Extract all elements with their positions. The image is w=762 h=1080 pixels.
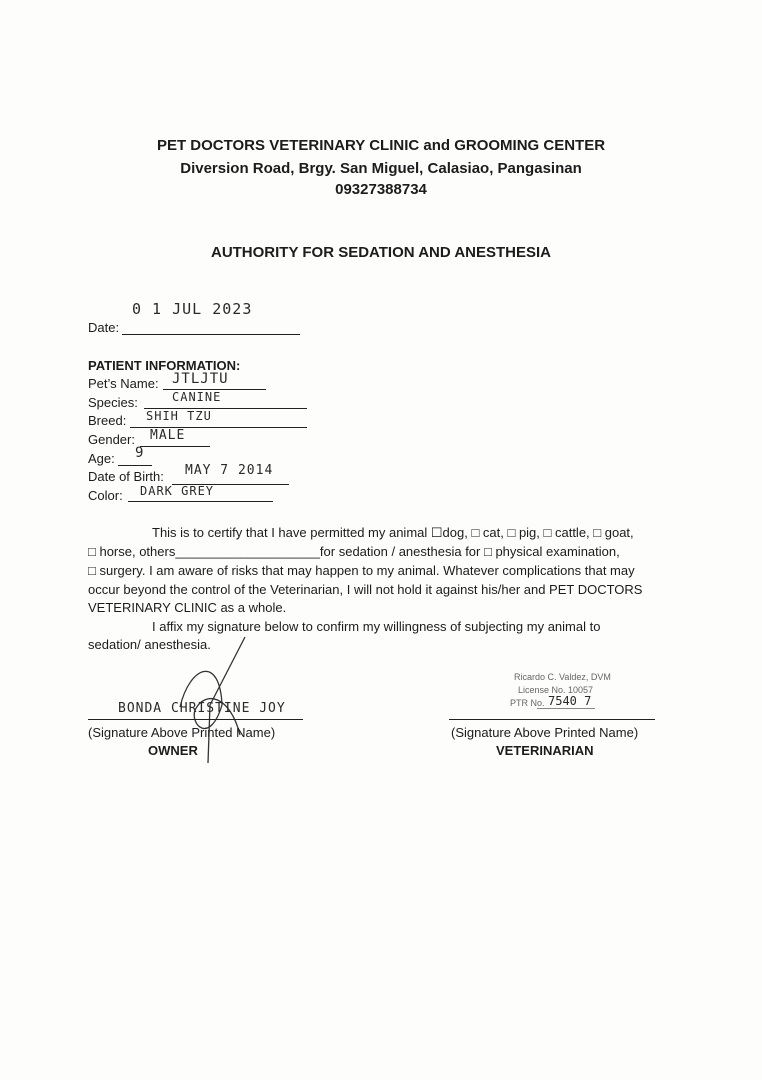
- color-line: [128, 501, 273, 502]
- gender-line: [140, 446, 210, 447]
- owner-caption: (Signature Above Printed Name): [88, 725, 276, 740]
- consent-line-4: occur beyond the control of the Veterinarian, I will not hold it against his/her and PET DOCTORS: [88, 582, 643, 597]
- date-label: Date:: [88, 320, 120, 335]
- age-label: Age:: [88, 451, 115, 466]
- age-value: 9: [135, 445, 145, 461]
- species-label: Species:: [88, 395, 138, 410]
- vet-stamp-name: Ricardo C. Valdez, DVM: [514, 672, 611, 682]
- gender-value: MALE: [150, 428, 186, 443]
- owner-signed-name: BONDA CHRISTINE JOY: [118, 701, 286, 716]
- vet-signature-line: [449, 719, 655, 720]
- breed-value: SHIH TZU: [146, 409, 212, 423]
- vet-stamp-license: License No. 10057: [518, 685, 594, 695]
- vet-stamp-ptr-label: PTR No.: [510, 698, 545, 708]
- age-line: [118, 465, 152, 466]
- consent-line-7: sedation/ anesthesia.: [88, 637, 211, 652]
- vet-role: VETERINARIAN: [496, 743, 594, 758]
- patient-info-heading: PATIENT INFORMATION:: [88, 358, 241, 373]
- clinic-phone: 09327388734: [335, 181, 427, 198]
- vet-caption: (Signature Above Printed Name): [451, 725, 639, 740]
- clinic-address: Diversion Road, Brgy. San Miguel, Calasiao, Pangasinan: [180, 160, 582, 177]
- consent-line-5: VETERINARY CLINIC as a whole.: [88, 600, 287, 615]
- breed-label: Breed:: [88, 413, 127, 428]
- dob-label: Date of Birth:: [88, 469, 164, 484]
- gender-label: Gender:: [88, 432, 135, 447]
- color-label: Color:: [88, 488, 123, 503]
- clinic-name: PET DOCTORS VETERINARY CLINIC and GROOMING CENTER: [156, 137, 606, 154]
- date-line: [122, 334, 300, 335]
- dob-value: MAY 7 2014: [185, 463, 274, 478]
- consent-line-2: □ horse, others____________________for sedation / anesthesia for □ physical examination,: [88, 544, 620, 559]
- owner-signature-line: [88, 719, 303, 720]
- pet-name-value: JTLJTU: [172, 371, 229, 387]
- owner-role: OWNER: [148, 743, 198, 758]
- date-value: 0 1 JUL 2023: [132, 300, 253, 318]
- consent-line-3: □ surgery. I am aware of risks that may happen to my animal. Whatever complications that may: [88, 563, 635, 578]
- consent-line-6: I affix my signature below to confirm my willingness of subjecting my animal to: [152, 619, 601, 634]
- color-value: DARK GREY: [140, 484, 215, 498]
- consent-line-1: This is to certify that I have permitted my animal ☐dog, □ cat, □ pig, □ cattle, □ goat,: [152, 525, 634, 540]
- pet-name-label: Pet’s Name:: [88, 376, 159, 391]
- vet-stamp-ptr-line: [537, 708, 595, 709]
- vet-stamp-ptr-value: 7540 7: [548, 694, 592, 708]
- document-title: AUTHORITY FOR SEDATION AND ANESTHESIA: [210, 244, 551, 261]
- species-value: CANINE: [172, 390, 222, 404]
